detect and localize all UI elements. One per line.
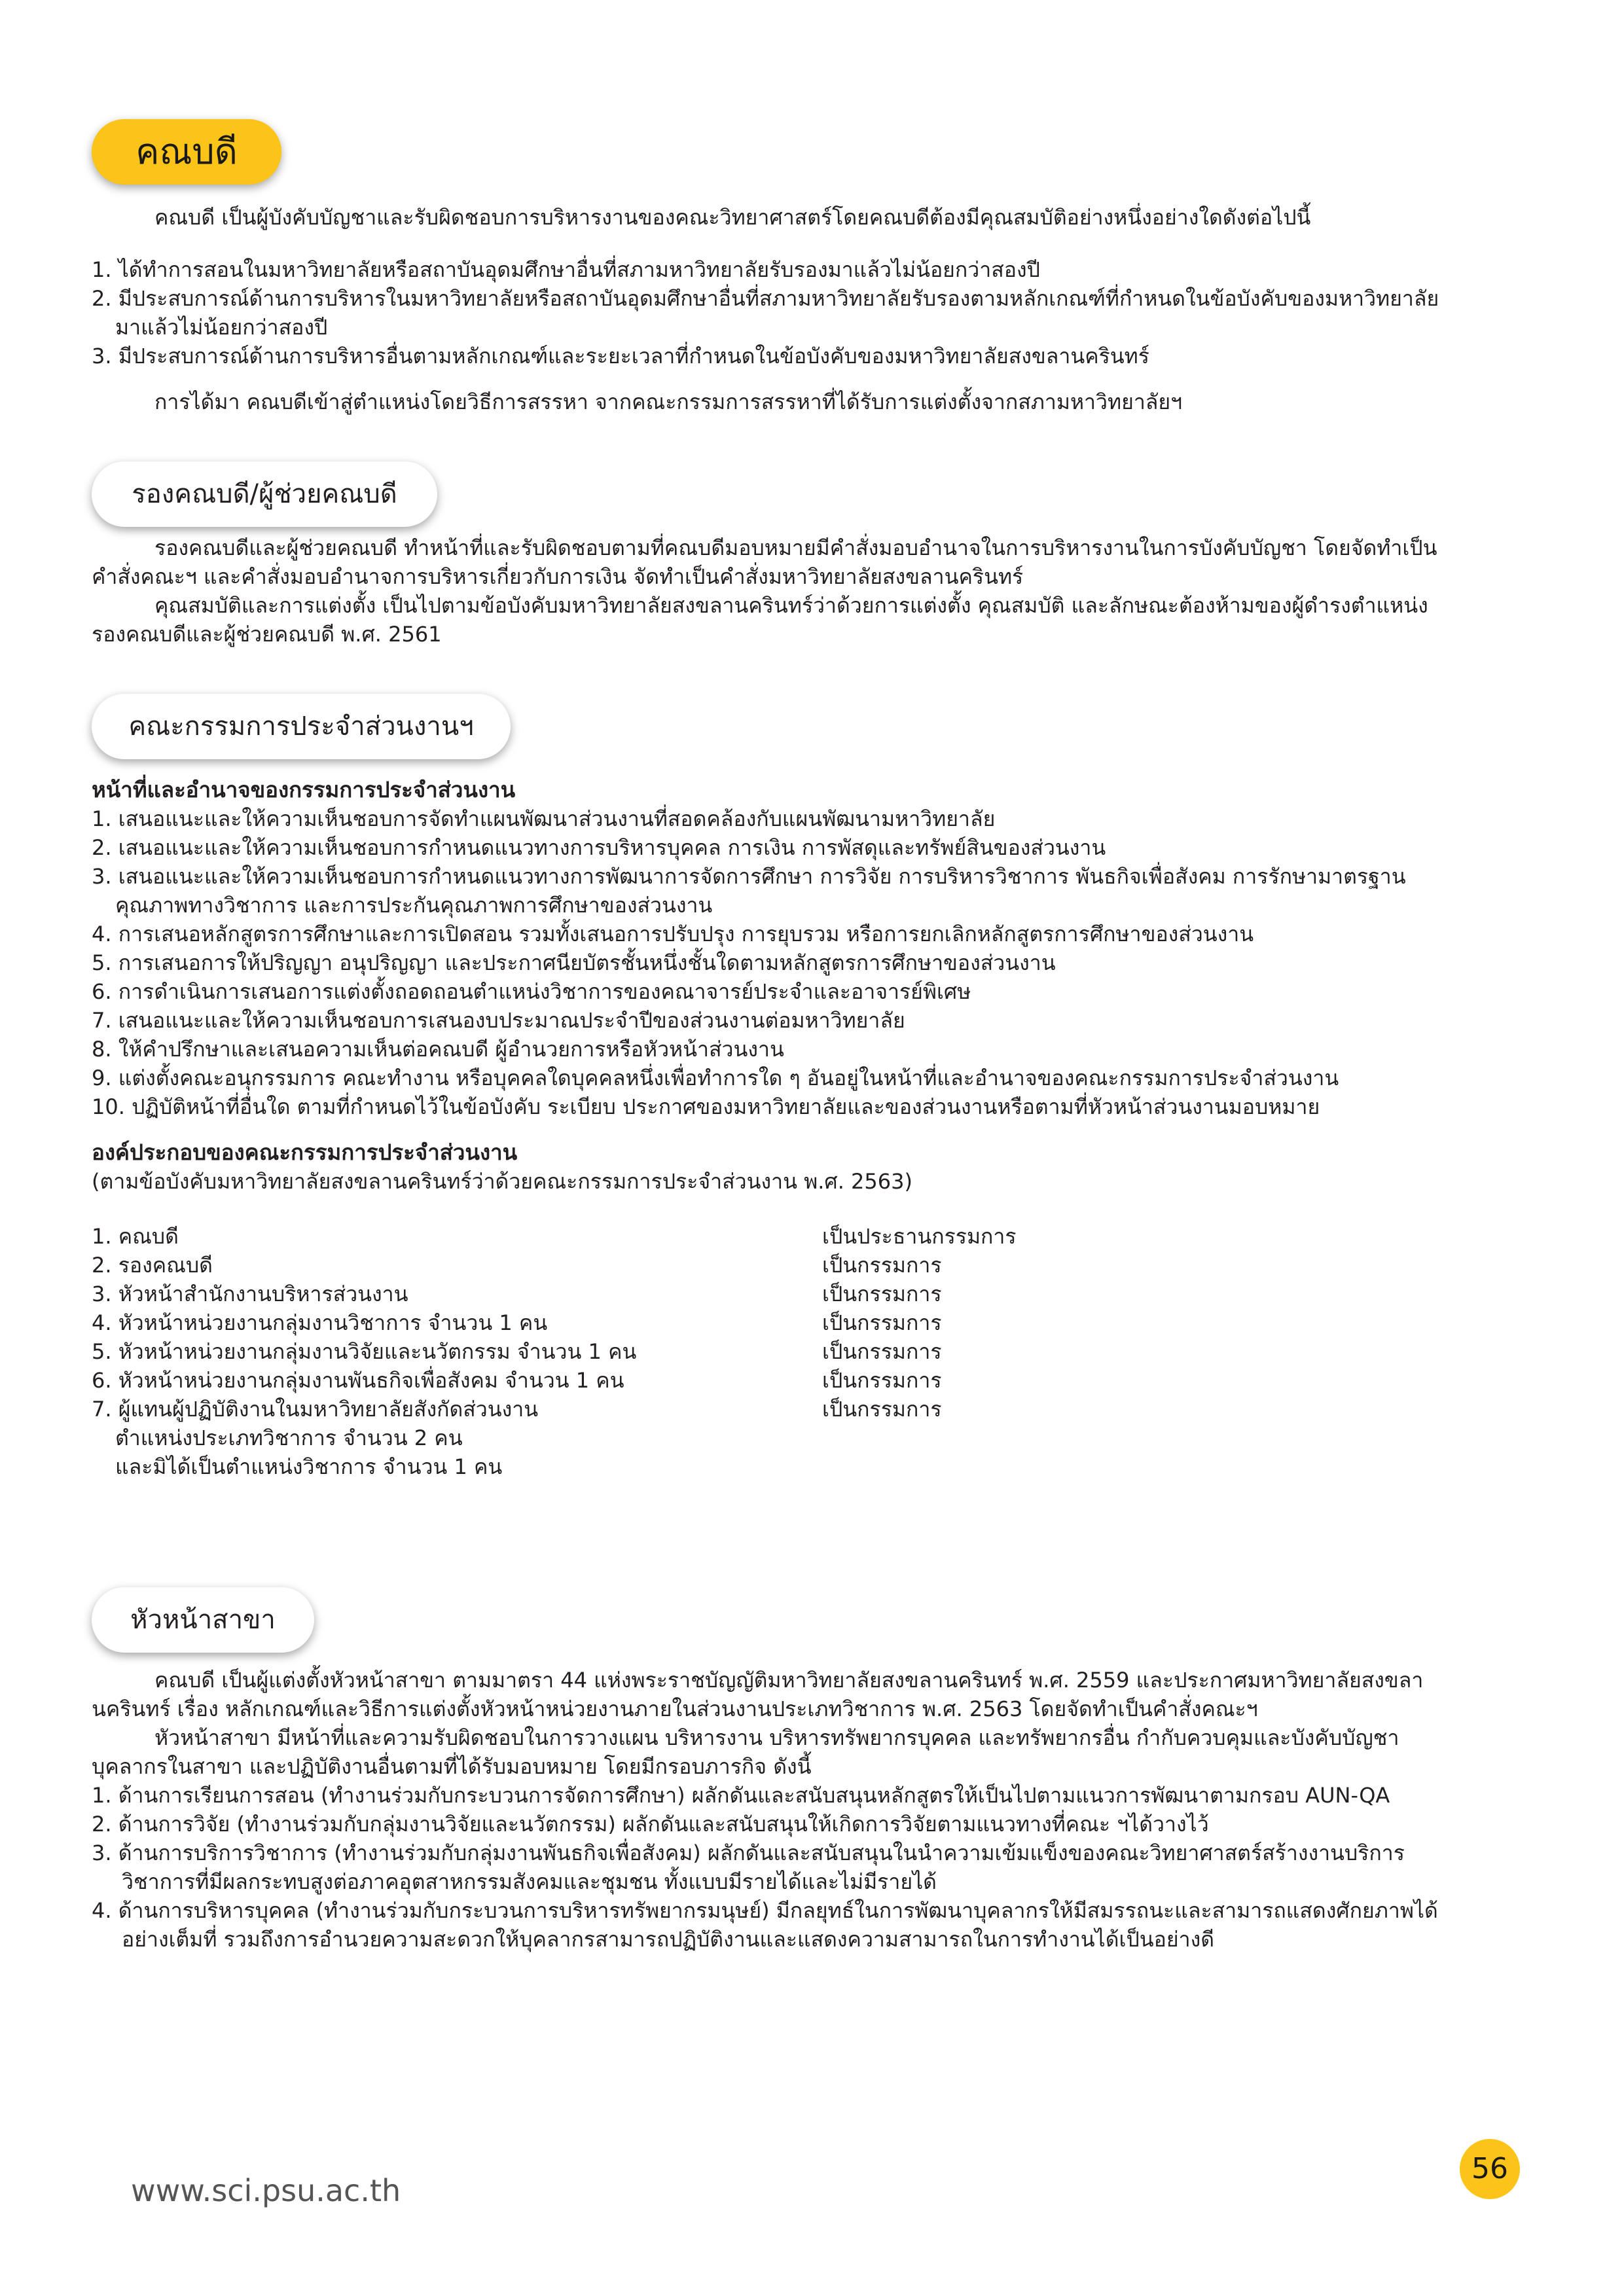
committee-composition-heading: องค์ประกอบของคณะกรรมการประจำส่วนงาน <box>92 1139 518 1165</box>
branch-head-mission-list <box>92 1781 1461 1954</box>
member-role: เป็นกรรมการ <box>822 1282 942 1306</box>
list-item: 2. เสนอแนะและให้ความเห็นชอบการกำหนดแนวทางการบริหารบุคคล การเงิน การพัสดุและทรัพย์สินของส่วนงาน <box>92 835 1106 860</box>
dean-section <box>92 203 1461 416</box>
member-role: เป็นกรรมการ <box>822 1310 942 1335</box>
member-name: 3. หัวหน้าสำนักงานบริหารส่วนงาน <box>92 1282 408 1306</box>
list-item: 4. การเสนอหลักสูตรการศึกษาและการเปิดสอน รวมทั้งเสนอการปรับปรุง การยุบรวม หรือการยกเลิกหลักสูตรการศึกษาของส่วนงาน <box>92 922 1254 946</box>
deputy-section-title: รองคณบดี/ผู้ช่วยคณบดี <box>92 461 437 527</box>
member-detail-line: ตำแหน่งประเภทวิชาการ จำนวน 2 คน <box>115 1426 463 1450</box>
branch-head-paragraph-1: คณบดี เป็นผู้แต่งตั้งหัวหน้าสาขา ตามมาตรา 44 แห่งพระราชบัญญัติมหาวิทยาลัยสงขลานครินทร์ พ.ศ. 2559 และประกาศมหาวิทยาลัยสงขลานครินทร์ เรื่อง หลักเกณฑ์และวิธีการแต่งตั้งหัวหน้าหน่วยงานภายในส่วนงานประเภทวิชาการ พ.ศ. 2563 โดยจัดทำเป็นคำสั่งคณะฯ <box>92 1668 1424 1721</box>
list-item: 9. แต่งตั้งคณะอนุกรรมการ คณะทำงาน หรือบุคคลใดบุคคลหนึ่งเพื่อทำการใด ๆ อันอยู่ในหน้าที่และอำนาจของคณะกรรมการประจำส่วนงาน <box>92 1066 1339 1090</box>
table-row <box>92 1308 1461 1337</box>
dean-appointment-text: การได้มา คณบดีเข้าสู่ตำแหน่งโดยวิธีการสรรหา จากคณะกรรมการสรรหาที่ได้รับการแต่งตั้งจากสภามหาวิทยาลัยฯ <box>154 389 1183 414</box>
list-item: 1. เสนอแนะและให้ความเห็นชอบการจัดทำแผนพัฒนาส่วนงานที่สอดคล้องกับแผนพัฒนามหาวิทยาลัย <box>92 806 996 831</box>
member-role: เป็นกรรมการ <box>822 1253 942 1278</box>
committee-members-table <box>92 1222 1461 1424</box>
list-item: 5. การเสนอการให้ปริญญา อนุปริญญา และประกาศนียบัตรชั้นหนึ่งชั้นใดตามหลักสูตรการศึกษาของส่วนงาน <box>92 950 1056 975</box>
deputy-paragraph-2: คุณสมบัติและการแต่งตั้ง เป็นไปตามข้อบังคับมหาวิทยาลัยสงขลานครินทร์ว่าด้วยการแต่งตั้ง คุณสมบัติ และลักษณะต้องห้ามของผู้ดำรงตำแหน่งรองคณบดีและผู้ช่วยคณบดี พ.ศ. 2561 <box>92 593 1428 647</box>
table-row <box>92 1280 1461 1308</box>
deputy-paragraph-1: รองคณบดีและผู้ช่วยคณบดี ทำหน้าที่และรับผิดชอบตามที่คณบดีมอบหมายมีคำสั่งมอบอำนาจในการบริหารงานในการบังคับบัญชา โดยจัดทำเป็นคำสั่งคณะฯ และคำสั่งมอบอำนาจการบริหารเกี่ยวกับการเงิน จัดทำเป็นคำสั่งมหาวิทยาลัยสงขลานครินทร์ <box>92 535 1437 589</box>
committee-duties-heading: หน้าที่และอำนาจของกรรมการประจำส่วนงาน <box>92 777 516 802</box>
list-item: 7. เสนอแนะและให้ความเห็นชอบการเสนองบประมาณประจำปีของส่วนงานต่อมหาวิทยาลัย <box>92 1008 905 1033</box>
member-name: 4. หัวหน้าหน่วยงานกลุ่มงานวิชาการ จำนวน 1 คน <box>92 1310 548 1335</box>
member-name: 5. หัวหน้าหน่วยงานกลุ่มงานวิจัยและนวัตกรรม จำนวน 1 คน <box>92 1339 637 1364</box>
table-row <box>92 1222 1461 1251</box>
list-item: 6. การดำเนินการเสนอการแต่งตั้งถอดถอนตำแหน่งวิชาการของคณาจารย์ประจำและอาจารย์พิเศษ <box>92 979 971 1004</box>
page-number-badge: 56 <box>1460 2139 1520 2199</box>
list-item: 1. ได้ทำการสอนในมหาวิทยาลัยหรือสถาบันอุดมศึกษาอื่นที่สภามหาวิทยาลัยรับรองมาแล้วไม่น้อยกว่าสองปี <box>92 257 1040 282</box>
list-item: 10. ปฏิบัติหน้าที่อื่นใด ตามที่กำหนดไว้ในข้อบังคับ ระเบียบ ประกาศของมหาวิทยาลัยและของส่วนงานหรือตามที่หัวหน้าส่วนงานมอบหมาย <box>92 1094 1320 1119</box>
branch-head-section <box>92 1666 1461 1954</box>
branch-head-section-title: หัวหน้าสาขา <box>92 1587 314 1653</box>
list-item: 2. มีประสบการณ์ด้านการบริหารในมหาวิทยาลัยหรือสถาบันอุดมศึกษาอื่นที่สภามหาวิทยาลัยรับรองตามหลักเกณฑ์ที่กำหนดในข้อบังคับของมหาวิทยาลัยมาแล้วไม่น้อยกว่าสองปี <box>92 286 1439 340</box>
list-item: 4. ด้านการบริหารบุคคล (ทำงานร่วมกับกระบวนการบริหารทรัพยากรมนุษย์) มีกลยุทธ์ในการพัฒนาบุคลากรให้มีสมรรถนะและสามารถแสดงศักยภาพได้อย่างเต็มที่ รวมถึงการอำนวยความสะดวกให้บุคลากรสามารถปฏิบัติงานและแสดงความสามารถในการทำงานได้เป็นอย่างดี <box>92 1898 1438 1952</box>
dean-intro: คณบดี เป็นผู้บังคับบัญชาและรับผิดชอบการบริหารงานของคณะวิทยาศาสตร์โดยคณบดีต้องมีคุณสมบัติอย่างหนึ่งอย่างใดดังต่อไปนี้ <box>154 205 1311 230</box>
member-name: 1. คณบดี <box>92 1224 179 1249</box>
member-role: เป็นกรรมการ <box>822 1397 942 1422</box>
member-role: เป็นกรรมการ <box>822 1339 942 1364</box>
member-name: 6. หัวหน้าหน่วยงานกลุ่มงานพันธกิจเพื่อสังคม จำนวน 1 คน <box>92 1368 624 1393</box>
committee-composition-note: (ตามข้อบังคับมหาวิทยาลัยสงขลานครินทร์ว่าด้วยคณะกรรมการประจำส่วนงาน พ.ศ. 2563) <box>92 1169 912 1194</box>
table-row <box>92 1337 1461 1366</box>
committee-duties-list-cont <box>92 1092 1461 1121</box>
list-item: 3. เสนอแนะและให้ความเห็นชอบการกำหนดแนวทางการพัฒนาการจัดการศึกษา การวิจัย การบริหารวิชาการ พันธกิจเพื่อสังคม การรักษามาตรฐานคุณภาพทางวิชาการ และการประกันคุณภาพการศึกษาของส่วนงาน <box>92 864 1406 918</box>
list-item: 3. ด้านการบริการวิชาการ (ทำงานร่วมกับกลุ่มงานพันธกิจเพื่อสังคม) ผลักดันและสนับสนุนในนำความเข้มแข็งของคณะวิทยาศาสตร์สร้างงานบริการวิชาการที่มีผลกระทบสูงต่อภาคอุตสาหกรรมสังคมและชุมชน ทั้งแบบมีรายได้และไม่มีรายได้ <box>92 1840 1405 1894</box>
list-item: 3. มีประสบการณ์ด้านการบริหารอื่นตามหลักเกณฑ์และระยะเวลาที่กำหนดในข้อบังคับของมหาวิทยาลัยสงขลานครินทร์ <box>92 344 1149 368</box>
member-role: เป็นประธานกรรมการ <box>822 1224 1017 1249</box>
list-item: 8. ให้คำปรึกษาและเสนอความเห็นต่อคณบดี ผู้อำนวยการหรือหัวหน้าส่วนงาน <box>92 1037 784 1062</box>
table-row <box>92 1366 1461 1395</box>
dean-section-title: คณบดี <box>92 119 281 185</box>
table-row <box>92 1251 1461 1280</box>
member-name: 7. ผู้แทนผู้ปฏิบัติงานในมหาวิทยาลัยสังกัดส่วนงาน <box>92 1397 539 1422</box>
committee-duties-list <box>92 804 1461 1092</box>
committee-section <box>92 776 1461 1481</box>
deputy-section <box>92 533 1461 649</box>
committee-section-title: คณะกรรมการประจำส่วนงานฯ <box>92 694 511 759</box>
footer-website-url: www.sci.psu.ac.th <box>131 2173 401 2208</box>
member-detail-line: และมิได้เป็นตำแหน่งวิชาการ จำนวน 1 คน <box>115 1454 503 1479</box>
member-name: 2. รองคณบดี <box>92 1253 213 1278</box>
branch-head-paragraph-2: หัวหน้าสาขา มีหน้าที่และความรับผิดชอบในการวางแผน บริหารงาน บริหารทรัพยากรบุคคล และทรัพยากรอื่น กำกับควบคุมและบังคับบัญชาบุคลากรในสาขา และปฏิบัติงานอื่นตามที่ได้รับมอบหมาย โดยมีกรอบภารกิจ ดังนี้ <box>92 1725 1399 1779</box>
table-row <box>92 1395 1461 1424</box>
dean-qualification-list <box>92 255 1461 370</box>
list-item: 2. ด้านการวิจัย (ทำงานร่วมกับกลุ่มงานวิจัยและนวัตกรรม) ผลักดันและสนับสนุนให้เกิดการวิจัยตามแนวทางที่คณะ ฯได้วางไว้ <box>92 1812 1209 1837</box>
list-item: 1. ด้านการเรียนการสอน (ทำงานร่วมกับกระบวนการจัดการศึกษา) ผลักดันและสนับสนุนหลักสูตรให้เป็นไปตามแนวการพัฒนาตามกรอบ AUN-QA <box>92 1783 1390 1808</box>
member-role: เป็นกรรมการ <box>822 1368 942 1393</box>
